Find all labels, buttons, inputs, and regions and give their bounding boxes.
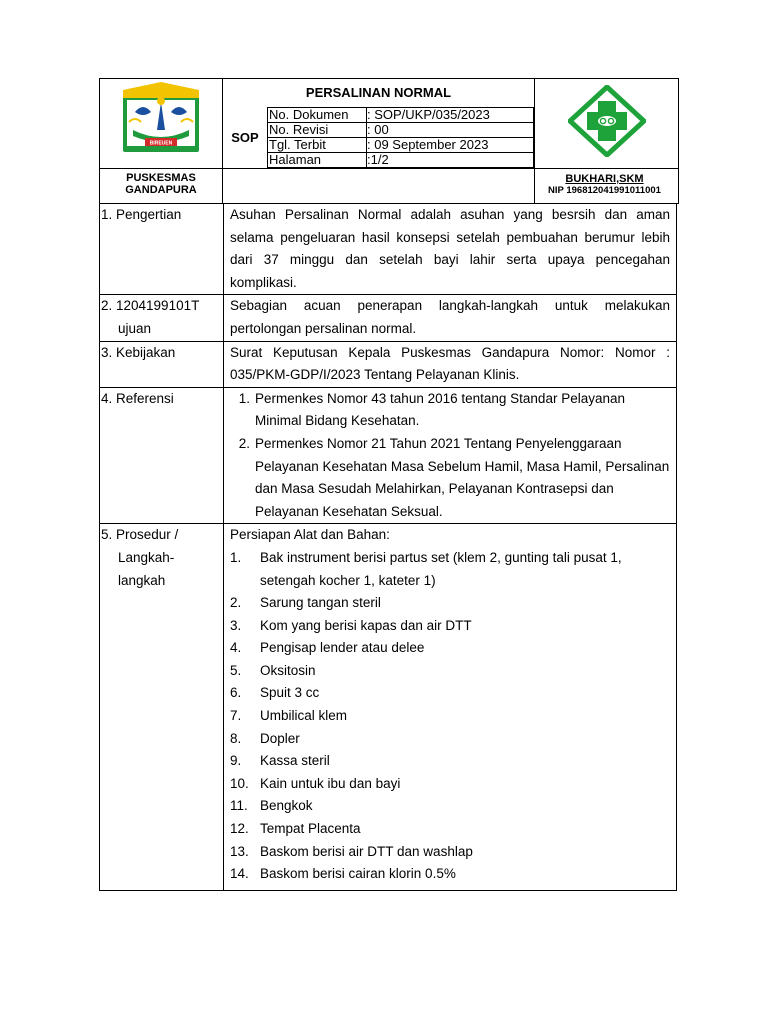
- meta-row: [268, 108, 534, 123]
- section-label: 4. Referensi: [100, 387, 224, 524]
- list-number: 8.: [230, 730, 242, 746]
- procedure-intro: Persiapan Alat dan Bahan:: [230, 527, 390, 543]
- meta-key: Tgl. Terbit: [268, 138, 367, 153]
- list-text: Permenkes Nomor 43 tahun 2016 tentang Standar Pelayanan Minimal Bidang Kesehatan.: [255, 390, 625, 429]
- list-number: 2.: [230, 595, 242, 611]
- bireuen-logo-icon: [119, 82, 203, 160]
- sop-document: [99, 78, 677, 891]
- meta-value: : 09 September 2023: [367, 138, 534, 153]
- section-label: [100, 524, 224, 891]
- list-number: 11.: [230, 798, 248, 814]
- meta-row: [268, 153, 534, 168]
- header-middle: [223, 79, 535, 169]
- section-text: Asuhan Persalinan Normal adalah asuhan yang besrsih dan aman selama pengeluaran hasil konsepsi setelah pembuahan berumur lebih dari 37 minggu dan setelah bayi lahir serta upaya pencegahan komplikasi.: [224, 204, 677, 295]
- section-label: [100, 295, 224, 341]
- list-number: 9.: [230, 753, 242, 769]
- section-text: Sebagian acuan penerapan langkah-langkah untuk melakukan pertolongan persalinan normal.: [224, 295, 677, 341]
- meta-key: No. Dokumen: [268, 108, 367, 123]
- list-text: Umbilical klem: [260, 708, 348, 724]
- regency-logo-cell: [100, 79, 223, 169]
- sop-label: SOP: [231, 130, 259, 145]
- list-text: Pengisap lender atau delee: [260, 640, 425, 656]
- list-number: 1.: [230, 549, 242, 565]
- list-item: [230, 795, 670, 818]
- list-item: [230, 388, 670, 433]
- list-number: 1.: [238, 390, 250, 406]
- list-item: [230, 841, 670, 864]
- meta-row: [268, 123, 534, 138]
- list-number: 2.: [238, 435, 250, 451]
- svg-text:BIREUEN: BIREUEN: [149, 140, 173, 147]
- list-text: Kom yang berisi kapas dan air DTT: [260, 617, 472, 633]
- list-item: [230, 660, 670, 683]
- list-text: Tempat Placenta: [260, 821, 361, 837]
- label-line: langkah: [118, 572, 166, 588]
- puskesmas-logo-icon: [568, 85, 646, 157]
- list-item: [230, 637, 670, 660]
- list-text: Baskom berisi air DTT dan washlap: [260, 843, 473, 859]
- meta-block: [223, 107, 534, 168]
- list-number: 7.: [230, 708, 242, 724]
- meta-key: No. Revisi: [268, 123, 367, 138]
- meta-value: :1/2: [367, 153, 534, 168]
- list-text: Kassa steril: [260, 753, 330, 769]
- list-text: Spuit 3 cc: [260, 685, 320, 701]
- list-item: [230, 818, 670, 841]
- list-number: 14.: [230, 866, 249, 882]
- list-item: [230, 592, 670, 615]
- section-row-referensi: [100, 387, 677, 524]
- procedure-list: [230, 547, 670, 886]
- list-text: Oksitosin: [260, 662, 316, 678]
- list-text: Sarung tangan steril: [260, 595, 381, 611]
- section-row-pengertian: [100, 204, 677, 295]
- organization-name: [100, 169, 223, 204]
- sop-body: [99, 204, 677, 891]
- list-text: Dopler: [260, 730, 300, 746]
- list-text: Baskom berisi cairan klorin 0.5%: [260, 866, 456, 882]
- label-line: Langkah-: [118, 549, 175, 565]
- meta-key: Halaman: [268, 153, 367, 168]
- puskesmas-logo-cell: [535, 79, 679, 169]
- meta-value: : SOP/UKP/035/2023: [367, 108, 534, 123]
- section-text: Surat Keputusan Kepala Puskesmas Gandapura Nomor: Nomor : 035/PKM-GDP/I/2023 Tentang Pelayanan Klinis.: [224, 341, 677, 387]
- signer-nip: NIP 196812041991011001: [548, 185, 661, 196]
- list-number: 12.: [230, 821, 249, 837]
- list-number: 5.: [230, 662, 242, 678]
- list-number: 13.: [230, 843, 249, 859]
- meta-value: : 00: [367, 123, 534, 138]
- list-item: [230, 682, 670, 705]
- section-content: [224, 387, 677, 524]
- list-text: Bengkok: [260, 798, 313, 814]
- list-number: 10.: [230, 775, 249, 791]
- document-title: PERSALINAN NORMAL: [305, 85, 452, 100]
- list-item: [230, 773, 670, 796]
- signer-name: BUKHARI,SKM: [565, 173, 644, 185]
- label-line: ujuan: [118, 320, 152, 336]
- section-row-tujuan: [100, 295, 677, 341]
- list-item: [230, 750, 670, 773]
- sop-header: [99, 78, 679, 204]
- org-line: GANDAPURA: [125, 184, 197, 196]
- list-text: Kain untuk ibu dan bayi: [260, 775, 401, 791]
- list-item: [230, 705, 670, 728]
- list-item: [230, 863, 670, 886]
- org-line: PUSKESMAS: [126, 172, 196, 184]
- meta-row: [268, 138, 534, 153]
- section-label: 3. Kebijakan: [100, 341, 224, 387]
- section-row-kebijakan: [100, 341, 677, 387]
- signature-block: [535, 169, 679, 204]
- list-number: 3.: [230, 617, 242, 633]
- list-item: [230, 615, 670, 638]
- section-label: 1. Pengertian: [100, 204, 224, 295]
- section-row-prosedur: [100, 524, 677, 891]
- list-item: [230, 728, 670, 751]
- reference-list: [230, 388, 670, 524]
- meta-table: [267, 107, 534, 168]
- list-text: Bak instrument berisi partus set (klem 2, gunting tali pusat 1, setengah kocher 1, kateter 1): [260, 549, 622, 588]
- list-number: 4.: [230, 640, 242, 656]
- label-line: 2. 1204199101T: [101, 298, 200, 314]
- list-number: 6.: [230, 685, 242, 701]
- list-item: [230, 433, 670, 523]
- label-line: 5. Prosedur /: [101, 527, 179, 543]
- section-content: [224, 524, 677, 891]
- list-text: Permenkes Nomor 21 Tahun 2021 Tentang Penyelenggaraan Pelayanan Kesehatan Masa Sebelum Hamil, Masa Hamil, Persalinan dan Masa Sesudah Melahirkan, Pelayanan Kontrasepsi dan Pelayanan Kesehatan Seksual.: [255, 435, 670, 519]
- empty-cell: [223, 169, 535, 204]
- list-item: [230, 547, 670, 592]
